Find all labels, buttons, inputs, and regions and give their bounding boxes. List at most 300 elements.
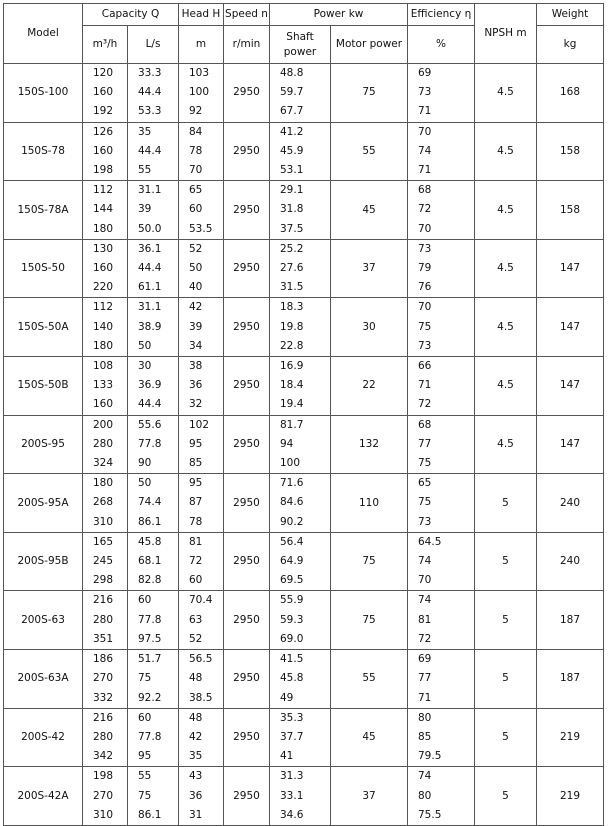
shaft-power-cell-value: 69.5 [280,574,304,587]
header-speed-unit: r/min [224,26,270,64]
capacity-m3h-cell-value: 310 [93,808,114,821]
capacity-ls-cell-value: 97.5 [138,632,162,645]
capacity-ls-cell-value: 33.3 [138,67,162,79]
weight-cell: 240 [537,474,604,533]
capacity-ls-cell [128,650,179,709]
npsh-cell: 5 [475,650,537,709]
capacity-m3h-cell-value: 298 [93,574,114,587]
capacity-ls-cell-value: 51.7 [138,653,162,666]
shaft-power-cell-value: 22.8 [280,339,304,352]
head-cell-value: 40 [189,281,203,294]
model-cell: 200S-95A [4,474,83,533]
table-row [4,532,604,591]
efficiency-cell-value: 72 [418,632,432,645]
capacity-ls-cell [128,357,179,416]
efficiency-cell [408,415,475,474]
header-shaft-power: Shaft power [270,26,331,64]
capacity-ls-cell [128,181,179,240]
shaft-power-cell [270,357,331,416]
weight-cell: 147 [537,298,604,357]
shaft-power-cell [270,415,331,474]
capacity-ls-cell-value: 55 [138,770,152,783]
weight-cell: 187 [537,591,604,650]
efficiency-cell-value: 70 [418,125,432,138]
shaft-power-cell-value: 27.6 [280,262,304,275]
shaft-power-cell [270,122,331,181]
capacity-m3h-cell-value: 133 [93,379,114,392]
head-cell-value: 35 [189,750,203,763]
head-cell [179,239,224,298]
capacity-m3h-cell-value: 310 [93,515,114,528]
efficiency-cell-value: 75 [418,457,432,470]
capacity-m3h-cell-value: 268 [93,496,114,509]
capacity-m3h-cell [83,532,128,591]
head-cell-value: 52 [189,632,203,645]
efficiency-cell-value: 80 [418,789,432,802]
head-cell-value: 38 [189,360,203,373]
speed-cell: 2950 [224,591,270,650]
efficiency-cell [408,122,475,181]
head-cell-value: 60 [189,574,203,587]
efficiency-cell-value: 73 [418,242,432,255]
head-cell-value: 39 [189,320,203,333]
efficiency-cell-value: 73 [418,339,432,352]
capacity-m3h-cell-value: 220 [93,281,114,294]
motor-power-cell: 45 [331,708,408,767]
weight-cell: 158 [537,122,604,181]
capacity-m3h-cell-value: 160 [93,86,114,99]
capacity-ls-cell-value: 90 [138,457,152,470]
shaft-power-cell [270,650,331,709]
motor-power-cell: 37 [331,239,408,298]
header-efficiency-unit: % [408,26,475,64]
capacity-m3h-cell [83,650,128,709]
capacity-ls-cell-value: 61.1 [138,281,162,294]
shaft-power-cell-value: 84.6 [280,496,304,509]
table-row [4,591,604,650]
npsh-cell: 5 [475,591,537,650]
head-cell-value: 48 [189,711,203,724]
head-cell [179,298,224,357]
shaft-power-cell-value: 25.2 [280,242,304,255]
weight-cell: 219 [537,708,604,767]
shaft-power-cell-value: 45.9 [280,144,304,157]
capacity-m3h-cell-value: 186 [93,653,114,666]
motor-power-cell: 37 [331,767,408,826]
capacity-ls-cell-value: 44.4 [138,262,162,275]
capacity-m3h-cell-value: 108 [93,360,114,373]
capacity-ls-cell [128,415,179,474]
capacity-m3h-cell-value: 160 [93,262,114,275]
shaft-power-cell-value: 33.1 [280,789,304,802]
capacity-m3h-cell-value: 280 [93,730,114,743]
shaft-power-cell-value: 18.4 [280,379,304,392]
shaft-power-cell-value: 69.0 [280,632,304,645]
head-cell-value: 65 [189,184,203,197]
shaft-power-cell [270,767,331,826]
header-capacity: Capacity Q [83,4,179,26]
head-cell [179,357,224,416]
capacity-m3h-cell [83,591,128,650]
speed-cell: 2950 [224,239,270,298]
shaft-power-cell-value: 35.3 [280,711,304,724]
efficiency-cell-value: 72 [418,203,432,216]
shaft-power-cell [270,708,331,767]
shaft-power-cell [270,532,331,591]
head-cell [179,474,224,533]
shaft-power-cell [270,474,331,533]
efficiency-cell-value: 80 [418,711,432,724]
head-cell [179,181,224,240]
shaft-power-cell-value: 37.5 [280,222,304,235]
capacity-ls-cell-value: 82.8 [138,574,162,587]
capacity-m3h-cell [83,474,128,533]
capacity-m3h-cell-value: 112 [93,184,114,197]
efficiency-cell [408,181,475,240]
npsh-cell: 4.5 [475,415,537,474]
npsh-cell: 4.5 [475,64,537,123]
capacity-m3h-cell-value: 192 [93,105,114,118]
model-cell: 200S-63A [4,650,83,709]
capacity-m3h-cell [83,181,128,240]
weight-cell: 147 [537,415,604,474]
capacity-ls-cell [128,298,179,357]
capacity-m3h-cell-value: 112 [93,301,114,314]
capacity-ls-cell [128,708,179,767]
motor-power-cell: 75 [331,591,408,650]
efficiency-cell-value: 75 [418,496,432,509]
motor-power-cell: 55 [331,122,408,181]
capacity-ls-cell-value: 31.1 [138,184,162,197]
efficiency-cell-value: 74 [418,594,432,607]
shaft-power-cell-value: 59.3 [280,613,304,626]
efficiency-cell-value: 64.5 [418,535,442,548]
efficiency-cell [408,650,475,709]
capacity-m3h-cell-value: 270 [93,789,114,802]
npsh-cell: 4.5 [475,239,537,298]
header-row-1 [4,4,604,26]
shaft-power-cell-value: 53.1 [280,164,304,177]
capacity-ls-cell [128,767,179,826]
efficiency-cell-value: 65 [418,477,432,490]
capacity-m3h-cell [83,708,128,767]
shaft-power-cell-value: 59.7 [280,86,304,99]
capacity-m3h-cell-value: 342 [93,750,114,763]
model-cell: 150S-50B [4,357,83,416]
header-motor-power: Motor power [331,26,408,64]
shaft-power-cell [270,64,331,123]
capacity-ls-cell-value: 75 [138,672,152,685]
capacity-m3h-cell [83,767,128,826]
model-cell: 150S-78A [4,181,83,240]
capacity-ls-cell-value: 77.8 [138,613,162,626]
shaft-power-cell [270,239,331,298]
capacity-ls-cell [128,64,179,123]
model-cell: 200S-95B [4,532,83,591]
weight-cell: 168 [537,64,604,123]
speed-cell: 2950 [224,650,270,709]
speed-cell: 2950 [224,357,270,416]
weight-cell: 158 [537,181,604,240]
capacity-m3h-cell [83,415,128,474]
model-cell: 200S-42A [4,767,83,826]
npsh-cell: 5 [475,708,537,767]
capacity-ls-cell-value: 53.3 [138,105,162,118]
head-cell-value: 60 [189,203,203,216]
head-cell-value: 78 [189,144,203,157]
shaft-power-cell-value: 37.7 [280,730,304,743]
shaft-power-cell-value: 48.8 [280,67,304,79]
table-row [4,122,604,181]
header-head-unit: m [179,26,224,64]
npsh-cell: 5 [475,474,537,533]
efficiency-cell-value: 74 [418,144,432,157]
shaft-power-cell-value: 41.2 [280,125,304,138]
capacity-ls-cell-value: 36.1 [138,242,162,255]
capacity-ls-cell-value: 74.4 [138,496,162,509]
head-cell-value: 87 [189,496,203,509]
motor-power-cell: 75 [331,532,408,591]
capacity-ls-cell-value: 31.1 [138,301,162,314]
efficiency-cell [408,64,475,123]
shaft-power-cell-value: 19.8 [280,320,304,333]
head-cell-value: 42 [189,301,203,314]
speed-cell: 2950 [224,181,270,240]
efficiency-cell-value: 73 [418,86,432,99]
shaft-power-cell-value: 64.9 [280,555,304,568]
capacity-ls-cell-value: 86.1 [138,515,162,528]
table-row [4,474,604,533]
head-cell [179,591,224,650]
head-cell-value: 102 [189,418,210,431]
efficiency-cell-value: 71 [418,379,432,392]
speed-cell: 2950 [224,474,270,533]
shaft-power-cell-value: 31.3 [280,770,304,783]
header-capacity-ls: L/s [128,26,179,64]
capacity-ls-cell-value: 92.2 [138,691,162,704]
efficiency-cell-value: 75 [418,320,432,333]
weight-cell: 147 [537,239,604,298]
shaft-power-cell-value: 19.4 [280,398,304,411]
efficiency-cell [408,767,475,826]
head-cell-value: 36 [189,379,203,392]
capacity-m3h-cell-value: 180 [93,339,114,352]
shaft-power-cell-value: 81.7 [280,418,304,431]
capacity-m3h-cell-value: 144 [93,203,114,216]
speed-cell: 2950 [224,64,270,123]
efficiency-cell-value: 68 [418,184,432,197]
head-cell-value: 72 [189,555,203,568]
header-speed: Speed n [224,4,270,26]
speed-cell: 2950 [224,767,270,826]
capacity-m3h-cell [83,122,128,181]
efficiency-cell [408,298,475,357]
shaft-power-cell-value: 56.4 [280,535,304,548]
shaft-power-cell-value: 18.3 [280,301,304,314]
capacity-ls-cell-value: 50 [138,477,152,490]
weight-cell: 240 [537,532,604,591]
head-cell [179,64,224,123]
efficiency-cell [408,708,475,767]
capacity-ls-cell-value: 44.4 [138,86,162,99]
table-row [4,64,604,123]
shaft-power-cell-value: 34.6 [280,808,304,821]
motor-power-cell: 30 [331,298,408,357]
shaft-power-cell-value: 29.1 [280,184,304,197]
capacity-ls-cell-value: 44.4 [138,398,162,411]
shaft-power-cell-value: 55.9 [280,594,304,607]
head-cell-value: 52 [189,242,203,255]
capacity-m3h-cell-value: 160 [93,144,114,157]
shaft-power-cell-value: 31.8 [280,203,304,216]
efficiency-cell-value: 74 [418,555,432,568]
model-cell: 200S-63 [4,591,83,650]
shaft-power-cell-value: 94 [280,437,294,450]
capacity-m3h-cell-value: 160 [93,398,114,411]
capacity-ls-cell-value: 60 [138,711,152,724]
head-cell-value: 63 [189,613,203,626]
head-cell-value: 95 [189,477,203,490]
model-cell: 150S-78 [4,122,83,181]
capacity-m3h-cell-value: 126 [93,125,114,138]
shaft-power-cell-value: 16.9 [280,360,304,373]
table-row [4,650,604,709]
capacity-ls-cell-value: 55.6 [138,418,162,431]
capacity-m3h-cell-value: 120 [93,67,114,79]
efficiency-cell-value: 85 [418,730,432,743]
capacity-ls-cell [128,474,179,533]
speed-cell: 2950 [224,122,270,181]
table-row [4,708,604,767]
table-row [4,181,604,240]
capacity-ls-cell [128,591,179,650]
header-capacity-m3h: m³/h [83,26,128,64]
model-cell: 150S-100 [4,64,83,123]
capacity-ls-cell-value: 50 [138,339,152,352]
head-cell-value: 34 [189,339,203,352]
efficiency-cell-value: 71 [418,105,432,118]
table-row [4,298,604,357]
shaft-power-cell [270,298,331,357]
head-cell-value: 42 [189,730,203,743]
head-cell-value: 50 [189,262,203,275]
efficiency-cell-value: 75.5 [418,808,442,821]
npsh-cell: 5 [475,767,537,826]
head-cell-value: 103 [189,67,210,79]
efficiency-cell-value: 73 [418,515,432,528]
head-cell [179,532,224,591]
model-cell: 200S-95 [4,415,83,474]
motor-power-cell: 110 [331,474,408,533]
efficiency-cell-value: 69 [418,653,432,666]
head-cell-value: 48 [189,672,203,685]
head-cell [179,650,224,709]
capacity-ls-cell-value: 60 [138,594,152,607]
table-row [4,357,604,416]
head-cell-value: 81 [189,535,203,548]
efficiency-cell-value: 71 [418,164,432,177]
capacity-m3h-cell-value: 180 [93,477,114,490]
shaft-power-cell-value: 41.5 [280,653,304,666]
capacity-m3h-cell [83,357,128,416]
header-npsh: NPSH m [475,4,537,64]
shaft-power-cell-value: 45.8 [280,672,304,685]
shaft-power-cell [270,181,331,240]
model-cell: 150S-50A [4,298,83,357]
head-cell-value: 56.5 [189,653,213,666]
header-power: Power kw [270,4,408,26]
shaft-power-cell-value: 49 [280,691,294,704]
head-cell-value: 32 [189,398,203,411]
speed-cell: 2950 [224,298,270,357]
capacity-ls-cell-value: 50.0 [138,222,162,235]
header-efficiency: Efficiency η [408,4,475,26]
capacity-ls-cell-value: 30 [138,360,152,373]
capacity-m3h-cell [83,64,128,123]
head-cell [179,708,224,767]
capacity-m3h-cell-value: 216 [93,711,114,724]
efficiency-cell-value: 66 [418,360,432,373]
npsh-cell: 4.5 [475,298,537,357]
speed-cell: 2950 [224,415,270,474]
shaft-power-cell-value: 67.7 [280,105,304,118]
weight-cell: 147 [537,357,604,416]
efficiency-cell-value: 68 [418,418,432,431]
capacity-m3h-cell-value: 216 [93,594,114,607]
capacity-ls-cell [128,532,179,591]
capacity-ls-cell-value: 39 [138,203,152,216]
head-cell-value: 31 [189,808,203,821]
table-row [4,767,604,826]
efficiency-cell-value: 70 [418,222,432,235]
shaft-power-cell-value: 100 [280,457,301,470]
efficiency-cell-value: 72 [418,398,432,411]
capacity-ls-cell-value: 38.9 [138,320,162,333]
weight-cell: 219 [537,767,604,826]
capacity-ls-cell-value: 86.1 [138,808,162,821]
capacity-m3h-cell-value: 280 [93,437,114,450]
capacity-m3h-cell-value: 200 [93,418,114,431]
npsh-cell: 4.5 [475,357,537,416]
header-weight-unit: kg [537,26,604,64]
head-cell [179,415,224,474]
motor-power-cell: 45 [331,181,408,240]
head-cell-value: 92 [189,105,203,118]
capacity-ls-cell [128,239,179,298]
efficiency-cell [408,474,475,533]
motor-power-cell: 132 [331,415,408,474]
header-head: Head H [179,4,224,26]
head-cell-value: 38.5 [189,691,213,704]
table-row [4,415,604,474]
weight-cell: 187 [537,650,604,709]
efficiency-cell-value: 79 [418,262,432,275]
speed-cell: 2950 [224,708,270,767]
capacity-ls-cell-value: 68.1 [138,555,162,568]
capacity-m3h-cell-value: 280 [93,613,114,626]
capacity-ls-cell-value: 35 [138,125,152,138]
capacity-m3h-cell [83,298,128,357]
npsh-cell: 4.5 [475,122,537,181]
header-model: Model [4,4,83,64]
efficiency-cell-value: 77 [418,437,432,450]
head-cell-value: 78 [189,515,203,528]
capacity-m3h-cell-value: 165 [93,535,114,548]
efficiency-cell [408,357,475,416]
efficiency-cell-value: 69 [418,67,432,79]
pump-spec-table [3,3,604,826]
head-cell-value: 95 [189,437,203,450]
